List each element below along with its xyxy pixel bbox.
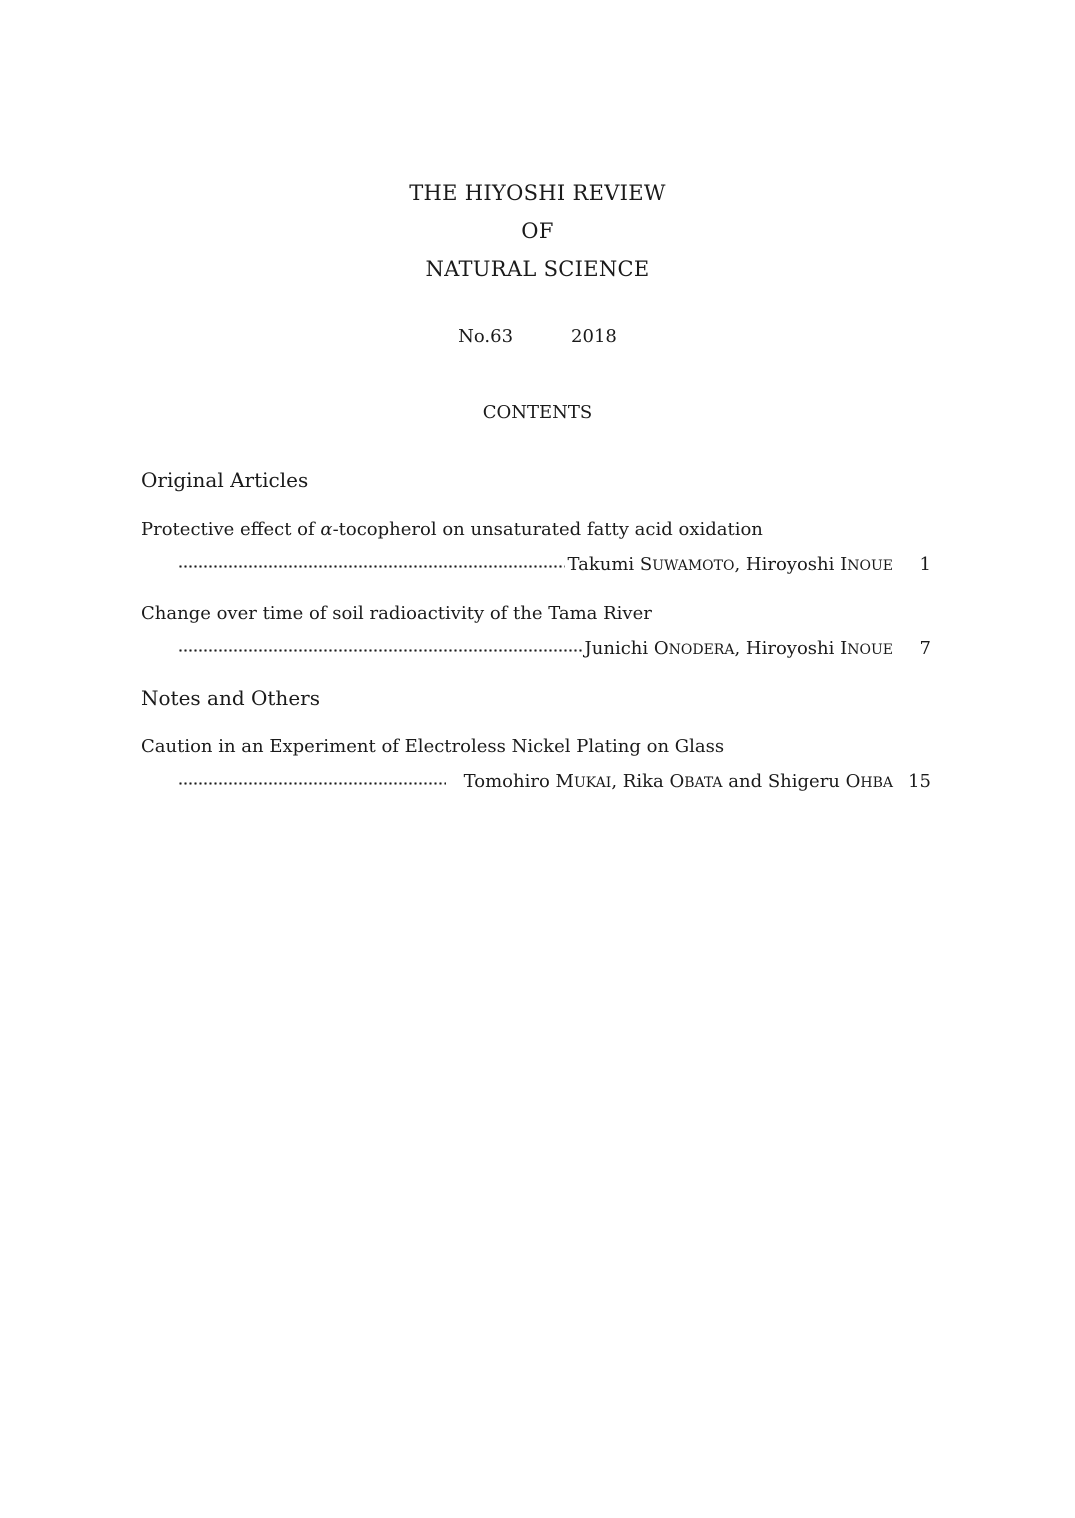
- section-heading-notes-and-others: Notes and Others: [141, 686, 320, 710]
- contents-heading: CONTENTS: [482, 402, 593, 423]
- article-title: Caution in an Experiment of Electroless Nickel Plating on Glass: [141, 736, 725, 757]
- section-heading-original-articles: Original Articles: [141, 468, 309, 492]
- article-title: [141, 519, 763, 540]
- article-title-part: -tocopherol on unsaturated fatty acid oxidation: [332, 519, 763, 540]
- issue-info: [0, 326, 1075, 347]
- page-number: 7: [919, 638, 931, 659]
- dot-leader: [178, 649, 583, 652]
- page-number: 1: [919, 554, 931, 575]
- dot-leader: [178, 565, 565, 568]
- article-authors: Tomohiro MUKAI, Rika OBATA and Shigeru OHBA: [463, 771, 893, 792]
- journal-title-line-3: NATURAL SCIENCE: [425, 257, 650, 281]
- article-authors: Junichi ONODERA, Hiroyoshi INOUE: [584, 638, 893, 659]
- page-number: 15: [908, 771, 931, 792]
- article-byline: [178, 635, 931, 659]
- issue-number: No.63: [458, 326, 514, 347]
- issue-year: 2018: [571, 326, 617, 347]
- article-byline: [178, 768, 931, 792]
- alpha-symbol: α: [320, 519, 333, 540]
- article-authors: Takumi SUWAMOTO, Hiroyoshi INOUE: [567, 554, 893, 575]
- dot-leader: [178, 782, 446, 785]
- article-title-part: Protective effect of: [141, 519, 321, 540]
- journal-title-line-2: OF: [521, 219, 554, 243]
- article-title: Change over time of soil radioactivity of the Tama River: [141, 603, 652, 624]
- article-byline: [178, 551, 931, 575]
- journal-title-line-1: THE HIYOSHI REVIEW: [409, 181, 666, 205]
